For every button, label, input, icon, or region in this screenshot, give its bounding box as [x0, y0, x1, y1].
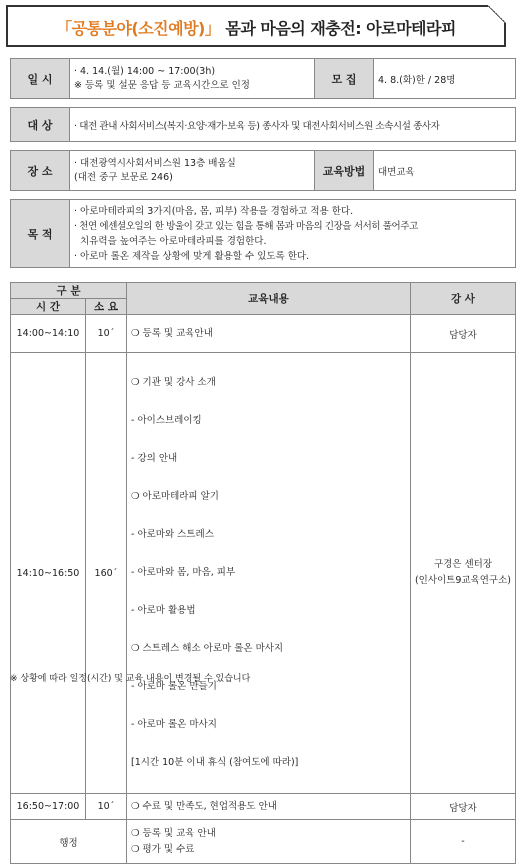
recruit-label: 모 집	[315, 59, 374, 99]
instructor-name: 구경은 센터장	[433, 559, 493, 570]
method-value: 대면교육	[374, 151, 516, 191]
purpose-row	[11, 200, 516, 268]
table-row	[11, 794, 516, 820]
purpose-value	[70, 200, 516, 268]
place-label: 장 소	[11, 151, 70, 191]
title-accent: 「공통분야(소진예방)」	[56, 19, 221, 38]
content-line: ❍ 수료 및 만족도, 현업적용도 안내	[131, 800, 277, 812]
content-line: - 아이스브레이킹	[131, 415, 202, 426]
date-row	[11, 59, 516, 99]
footnote: ※ 상황에 따라 일정(시간) 및 교육 내용이 변경될 수 있습니다	[10, 674, 251, 684]
header-duration: 소 요	[86, 299, 127, 315]
row-duration: 10´	[86, 315, 127, 353]
table-row	[11, 315, 516, 353]
content-line: ❍ 등록 및 교육안내	[131, 327, 213, 339]
content-line: [1시간 10분 이내 휴식 (참여도에 따라)]	[131, 757, 299, 768]
purpose-line-4: · 아로마 롤온 제작을 상황에 맞게 활용할 수 있도록 한다.	[74, 250, 310, 262]
purpose-line-2: · 천연 에센셜오일의 한 방울이 갖고 있는 힘을 통해 몸과 마음의 긴장을 서서히 풀어주고	[74, 220, 418, 232]
row-content	[127, 353, 411, 794]
header-time: 시 간	[11, 299, 86, 315]
row-duration: 10´	[86, 794, 127, 820]
admin-label: 행정	[11, 820, 127, 864]
row-time: 16:50~17:00	[11, 794, 86, 820]
target-value: · 대전 관내 사회서비스(복지·요양·재가·보육 등) 종사자 및 대전사회서비스원 소속시설 종사자	[70, 108, 516, 142]
content-line: - 아로마 롤온 만들기	[131, 681, 217, 692]
header-group: 구 분	[11, 283, 127, 299]
place-line-2: (대전 중구 보문로 246)	[74, 171, 173, 183]
admin-row	[11, 820, 516, 864]
instructor-org: (인사이트9교육연구소)	[414, 575, 511, 586]
content-line: ❍ 아로마테라피 알기	[131, 491, 219, 502]
schedule-table	[10, 282, 516, 864]
purpose-line-1: · 아로마테라피의 3가지(마음, 몸, 피부) 작용을 경험하고 적용 한다.	[74, 205, 354, 217]
header-instructor: 강 사	[410, 283, 515, 315]
content-line: - 아로마 롤온 마사지	[131, 719, 217, 730]
date-value	[70, 59, 315, 99]
recruit-value: 4. 8.(화)한 / 28명	[374, 59, 516, 99]
row-content	[127, 315, 411, 353]
date-line-2: ※ 등록 및 설문 응답 등 교육시간으로 인정	[74, 79, 250, 91]
target-label: 대 상	[11, 108, 70, 142]
purpose-label: 목 적	[11, 200, 70, 268]
content-line: ❍ 스트레스 해소 아로마 롤온 마사지	[131, 643, 284, 654]
row-instructor: 담당자	[410, 315, 515, 353]
admin-content	[127, 820, 411, 864]
place-line-1: · 대전광역시사회서비스원 13층 배움실	[74, 157, 236, 169]
target-row	[11, 108, 516, 142]
place-row	[11, 151, 516, 191]
row-time: 14:00~14:10	[11, 315, 86, 353]
content-line: - 아로마 활용법	[131, 605, 196, 616]
row-duration: 160´	[86, 353, 127, 794]
row-time: 14:10~16:50	[11, 353, 86, 794]
title-box	[6, 5, 506, 47]
admin-instructor: -	[410, 820, 515, 864]
row-instructor	[410, 353, 515, 794]
date-line-1: · 4. 14.(월) 14:00 ~ 17:00(3h)	[74, 65, 216, 77]
purpose-line-3: 치유력을 높여주는 아로마테라피를 경험한다.	[74, 235, 267, 247]
content-line: - 아로마와 몸, 마음, 피부	[131, 567, 236, 578]
info-table	[10, 58, 516, 268]
title-rest: 몸과 마음의 재충전: 아로마테라피	[220, 19, 456, 38]
method-label: 교육방법	[315, 151, 374, 191]
content-line: - 강의 안내	[131, 453, 178, 464]
content-line: ❍ 등록 및 교육 안내	[131, 827, 216, 839]
row-instructor: 담당자	[410, 794, 515, 820]
place-value	[70, 151, 315, 191]
header-content: 교육내용	[127, 283, 411, 315]
content-line: ❍ 기관 및 강사 소개	[131, 377, 216, 388]
table-row	[11, 353, 516, 794]
content-line: ❍ 평가 및 수료	[131, 843, 195, 855]
date-label: 일 시	[11, 59, 70, 99]
schedule-header-row-1	[11, 283, 516, 299]
row-content	[127, 794, 411, 820]
content-line: - 아로마와 스트레스	[131, 529, 214, 540]
page-title	[8, 16, 504, 39]
